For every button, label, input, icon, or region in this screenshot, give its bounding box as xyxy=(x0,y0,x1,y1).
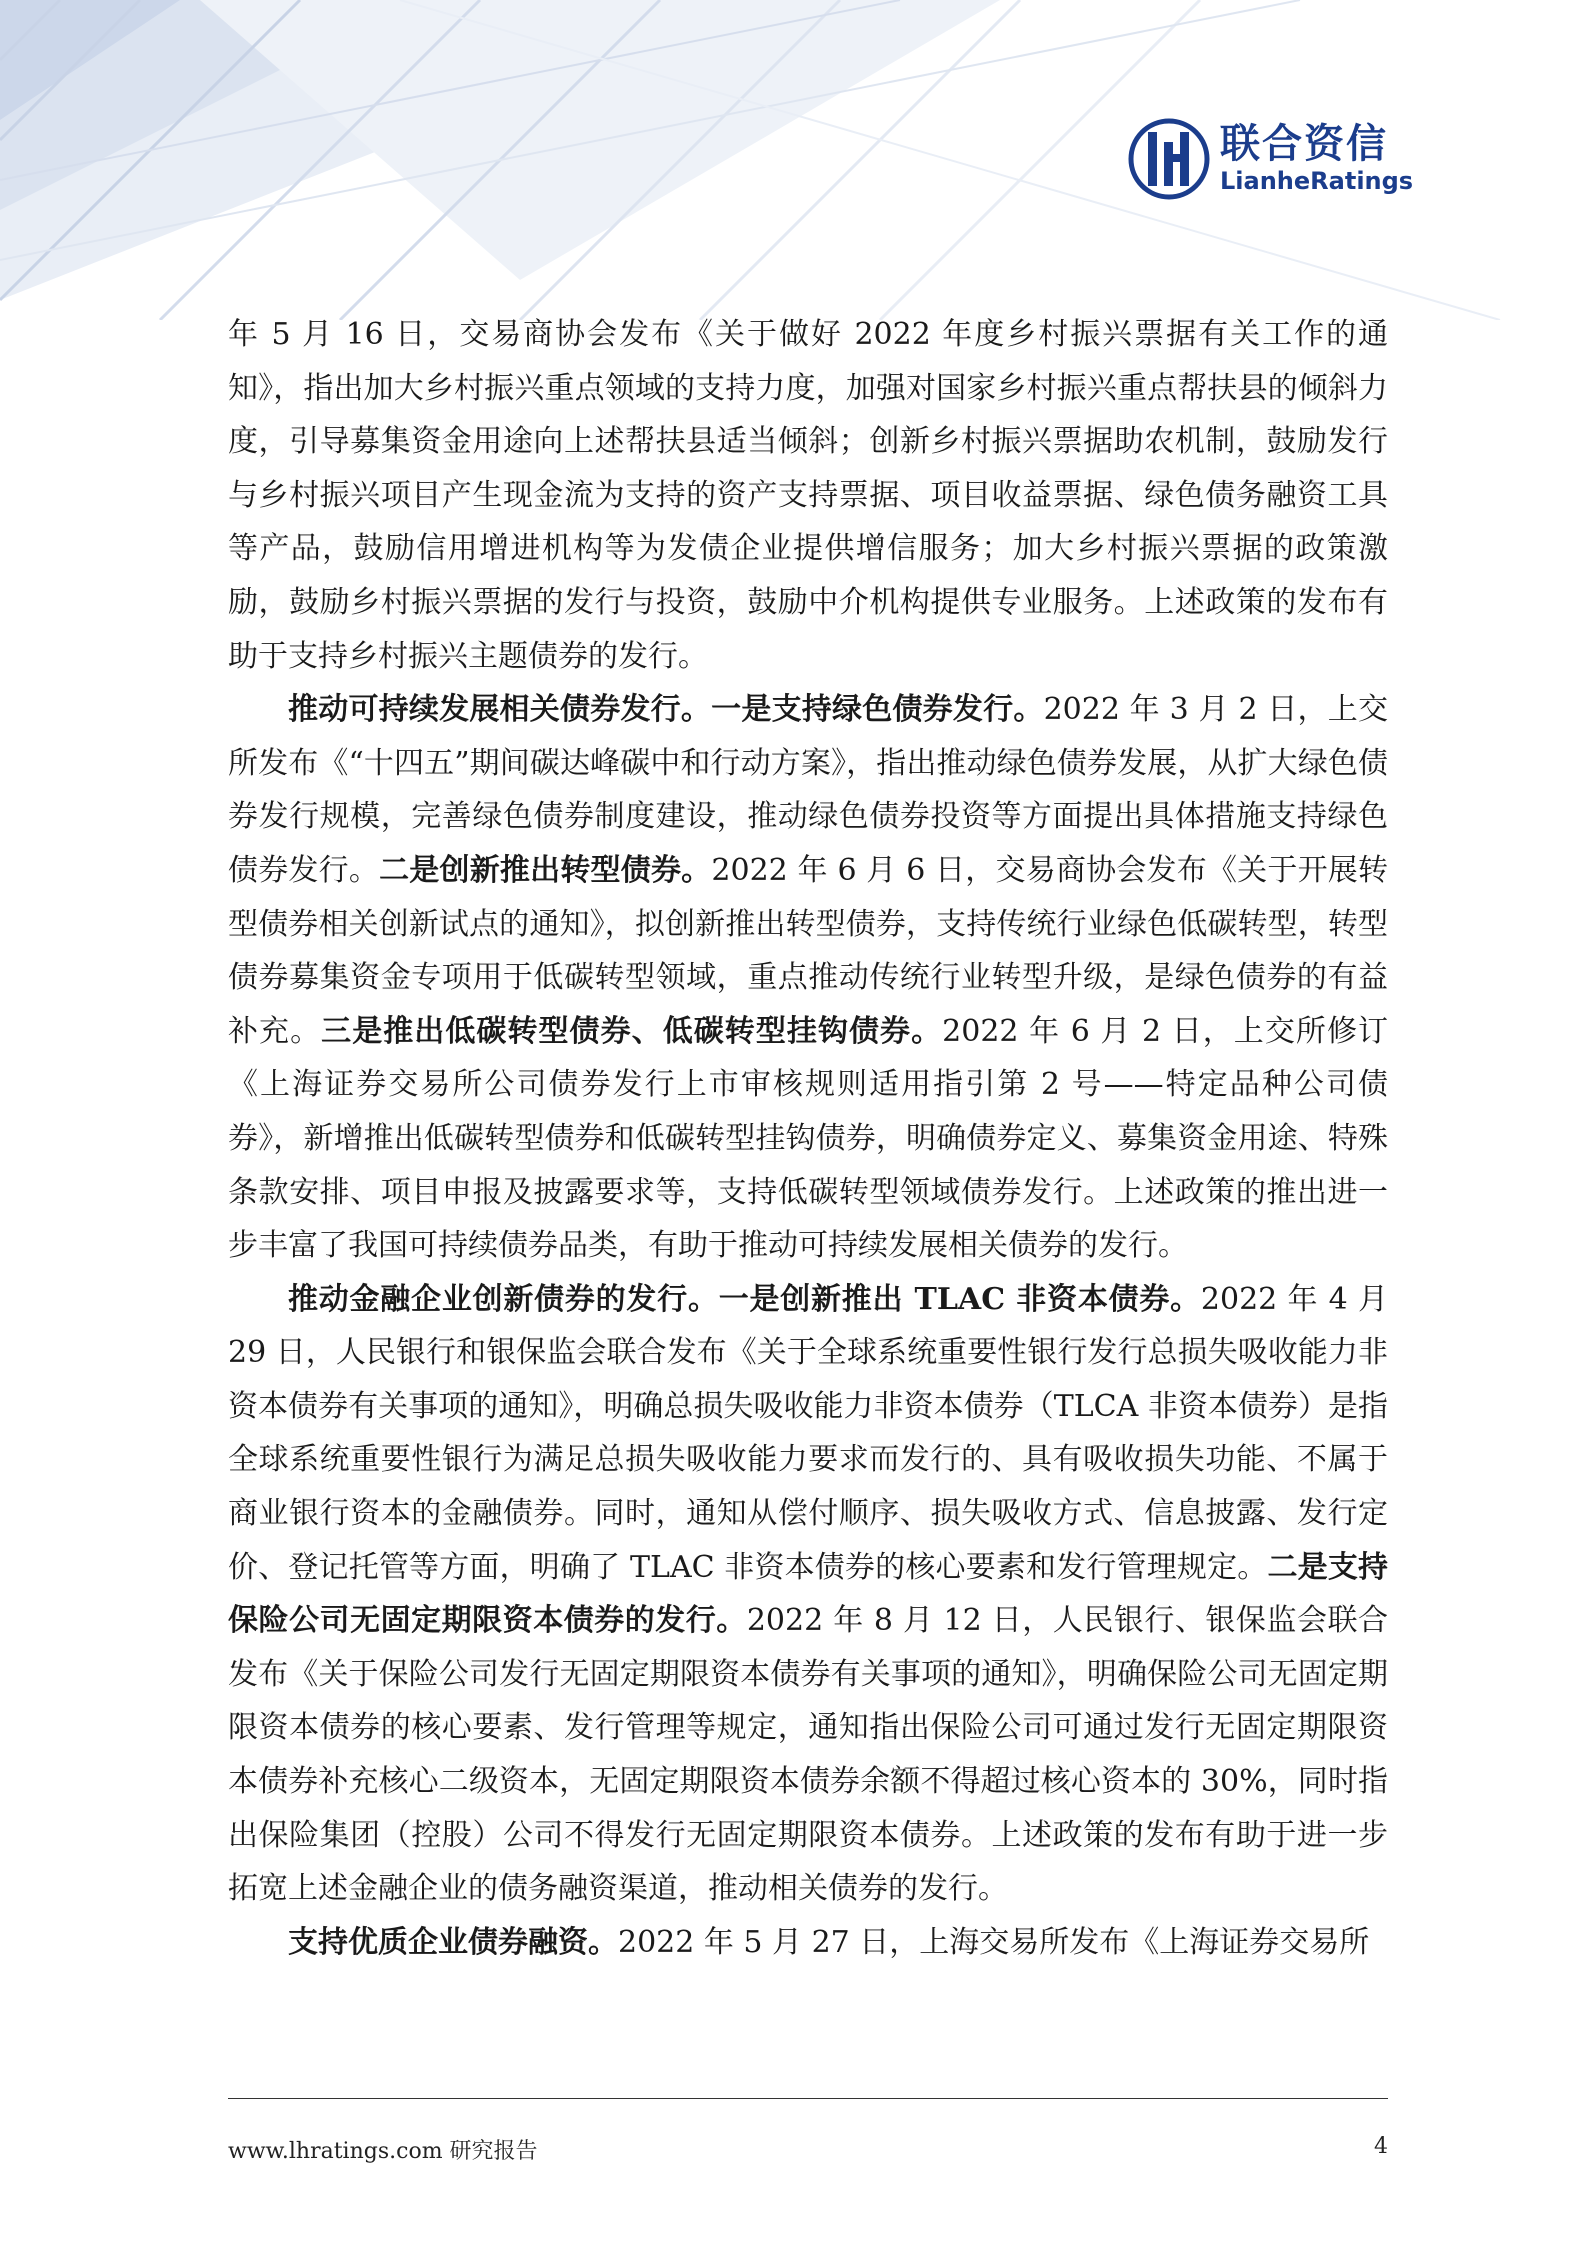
paragraph-financial-bonds xyxy=(228,1273,1388,1916)
bold-heading: 推动金融企业创新债券的发行。一是创新推出 TLAC 非资本债券。 xyxy=(288,1281,1201,1317)
company-logo xyxy=(1128,118,1413,200)
paragraph-text: 2022 年 6 月 6 日，交易商协会发布《关于开展转型债券相关创新试点的通知》，拟创新推出转型债券，支持传统行业绿色低碳转型，转型债券募集资金专项用于低碳转型领域，重点推动传统行业转型升级，是绿色债券的有益补充。 xyxy=(228,852,1389,1049)
paragraph-text: 2022 年 5 月 27 日，上海交易所发布《上海证券交易所 xyxy=(618,1924,1370,1960)
paragraph-text: 2022 年 8 月 12 日，人民银行、银保监会联合发布《关于保险公司发行无固定期限资本债券有关事项的通知》，明确保险公司无固定期限资本债券的核心要素、发行管理等规定，通知指出保险公司可通过发行无固定期限资本债券补充核心二级资本，无固定期限资本债券余额不得超过核心资本的 30%，同时指出保险集团（控股）公司不得发行无固定期限资本债券。上述政策的发布有助于进一步拓宽上述金融企业的债务融资渠道，推动相关债券的发行。 xyxy=(228,1603,1389,1907)
bold-heading: 推动可持续发展相关债券发行。一是支持绿色债券发行。 xyxy=(288,692,1044,728)
lianhe-logo-icon xyxy=(1128,118,1210,200)
bold-heading: 支持优质企业债券融资。 xyxy=(288,1924,618,1960)
paragraph-sustainable-bonds xyxy=(228,683,1388,1273)
bold-heading: 二是创新推出转型债券。 xyxy=(379,852,712,888)
footer-divider xyxy=(228,2098,1388,2099)
logo-chinese-name: 联合资信 xyxy=(1220,121,1388,167)
logo-english-name: LianheRatings xyxy=(1220,167,1414,195)
footer-website-label: www.lhratings.com 研究报告 xyxy=(228,2139,538,2164)
bold-heading: 二是支持保险公司无固定期限资本债券的发行。 xyxy=(228,1549,1389,1639)
paragraph-rural-revitalization: 年 5 月 16 日，交易商协会发布《关于做好 2022 年度乡村振兴票据有关工作的通知》，指出加大乡村振兴重点领域的支持力度，加强对国家乡村振兴重点帮扶县的倾斜力度，引导募集资金用途向上述帮扶县适当倾斜；创新乡村振兴票据助农机制，鼓励发行与乡村振兴项目产生现金流为支持的资产支持票据、项目收益票据、绿色债务融资工具等产品，鼓励信用增进机构等为发债企业提供增信服务；加大乡村振兴票据的政策激励，鼓励乡村振兴票据的发行与投资，鼓励中介机构提供专业服务。上述政策的发布有助于支持乡村振兴主题债券的发行。 xyxy=(228,317,1388,674)
paragraph-quality-enterprise xyxy=(228,1916,1388,1970)
paragraph-text: 2022 年 3 月 2 日，上交所发布《“十四五”期间碳达峰碳中和行动方案》，指出推动绿色债券发展，从扩大绿色债券发行规模，完善绿色债券制度建设，推动绿色债券投资等方面提出具体措施支持绿色债券发行。 xyxy=(228,692,1389,888)
page-number: 4 xyxy=(1374,2134,1388,2159)
paragraph-text: 2022 年 6 月 2 日，上交所修订《上海证券交易所公司债券发行上市审核规则适用指引第 2 号——特定品种公司债券》，新增推出低碳转型债券和低碳转型挂钩债券，明确债券定义、募集资金用途、特殊条款安排、项目申报及披露要求等，支持低碳转型领域债券发行。上述政策的推出进一步丰富了我国可持续债券品类，有助于推动可持续发展相关债券的发行。 xyxy=(228,1013,1389,1264)
paragraph-text: 2022 年 4 月 29 日，人民银行和银保监会联合发布《关于全球系统重要性银行发行总损失吸收能力非资本债券有关事项的通知》，明确总损失吸收能力非资本债券（TLCA 非资本债券）是指全球系统重要性银行为满足总损失吸收能力要求而发行的、具有吸收损失功能、不属于商业银行资本的金融债券。同时，通知从偿付顺序、损失吸收方式、信息披露、发行定价、登记托管等方面，明确了 TLAC 非资本债券的核心要素和发行管理规定。 xyxy=(228,1281,1388,1585)
bold-heading: 三是推出低碳转型债券、低碳转型挂钩债券。 xyxy=(321,1013,943,1049)
report-body xyxy=(228,308,1388,1969)
